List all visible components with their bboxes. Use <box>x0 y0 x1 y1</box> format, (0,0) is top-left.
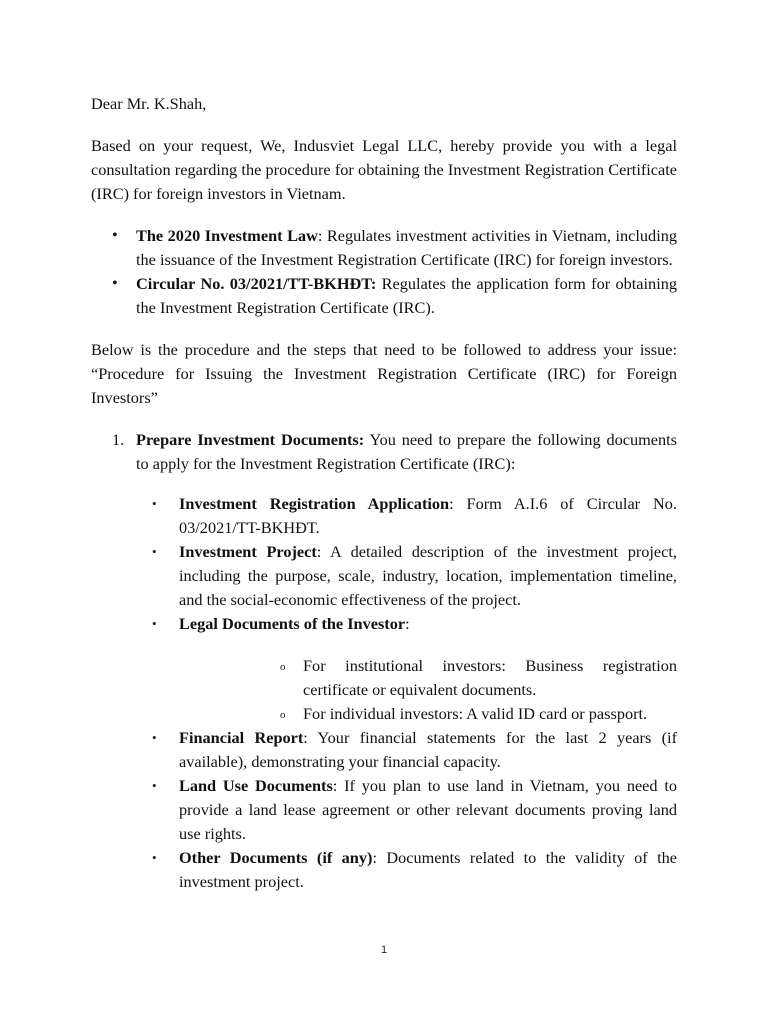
document-text: : If you plan to use land in Vietnam, you need to provide a land lease agreement or other relevant documents proving land use rights. <box>179 776 677 843</box>
step-1 <box>91 428 677 476</box>
document-text: : Your financial statements for the last 2 years (if available), demonstrating your financial capacity. <box>179 728 678 771</box>
bullet-icon: • <box>152 544 157 559</box>
document-item-legal <box>91 612 677 726</box>
bullet-icon: • <box>152 730 157 745</box>
legal-documents-sublist <box>179 654 677 726</box>
documents-list <box>91 492 677 894</box>
bullet-icon: • <box>112 275 118 292</box>
document-item-application <box>91 492 677 540</box>
salutation: Dear Mr. K.Shah, <box>91 94 207 113</box>
sublist-item-individual <box>179 702 677 726</box>
document-text: : A detailed description of the investment project, including the purpose, scale, industry, location, implementation timeline, and the social-economic effectiveness of the project. <box>179 542 677 609</box>
document-item-project <box>91 540 677 612</box>
document-title: Other Documents (if any) <box>179 848 373 867</box>
document-title: Land Use Documents <box>179 776 333 795</box>
law-title: The 2020 Investment Law <box>136 226 318 245</box>
document-title: Financial Report <box>179 728 304 747</box>
bullet-icon: • <box>152 496 157 511</box>
page-number: 1 <box>380 944 388 956</box>
bullet-icon: • <box>152 778 157 793</box>
law-item-circular <box>91 272 677 320</box>
sublist-item-institutional <box>179 654 677 702</box>
bullet-icon: • <box>152 616 157 631</box>
document-title: Investment Registration Application <box>179 494 450 513</box>
circle-bullet-icon: o <box>280 709 286 721</box>
step-title: Prepare Investment Documents: <box>136 430 365 449</box>
document-title: Legal Documents of the Investor <box>179 614 406 633</box>
bullet-icon: • <box>112 227 118 244</box>
document-item-other <box>91 846 677 894</box>
law-item-investment-law <box>91 224 677 272</box>
sublist-text: For institutional investors: Business registration certificate or equivalent documents. <box>303 656 677 699</box>
letter-body <box>91 92 677 894</box>
intro-paragraph: Based on your request, We, Indusviet Legal LLC, hereby provide you with a legal consultation regarding the procedure for obtaining the Investment Registration Certificate (IRC) for foreign investors in Vietnam. <box>91 136 677 203</box>
circle-bullet-icon: o <box>280 661 286 673</box>
law-text: : Regulates investment activities in Vietnam, including the issuance of the Investment Registration Certificate (IRC) for foreign investors. <box>136 226 677 269</box>
document-text: : Documents related to the validity of the investment project. <box>179 848 677 891</box>
sublist-text: For individual investors: A valid ID card or passport. <box>303 704 648 723</box>
bullet-icon: • <box>152 850 157 865</box>
document-text: : Form A.I.6 of Circular No. 03/2021/TT-BKHĐT. <box>179 494 678 537</box>
law-title: Circular No. 03/2021/TT-BKHĐT: <box>136 274 377 293</box>
legal-basis-list <box>91 224 677 320</box>
step-text: You need to prepare the following documents to apply for the Investment Registration Certificate (IRC): <box>136 430 677 473</box>
document-title: Investment Project <box>179 542 317 561</box>
step-number: 1. <box>112 430 125 449</box>
document-item-land <box>91 774 677 846</box>
document-item-financial <box>91 726 677 774</box>
law-text: Regulates the application form for obtaining the Investment Registration Certificate (IRC). <box>136 274 677 317</box>
procedure-intro: Below is the procedure and the steps that need to be followed to address your issue: “Procedure for Issuing the Investment Registration Certificate (IRC) for Foreign Investors” <box>91 340 677 407</box>
document-text: : <box>405 614 410 633</box>
